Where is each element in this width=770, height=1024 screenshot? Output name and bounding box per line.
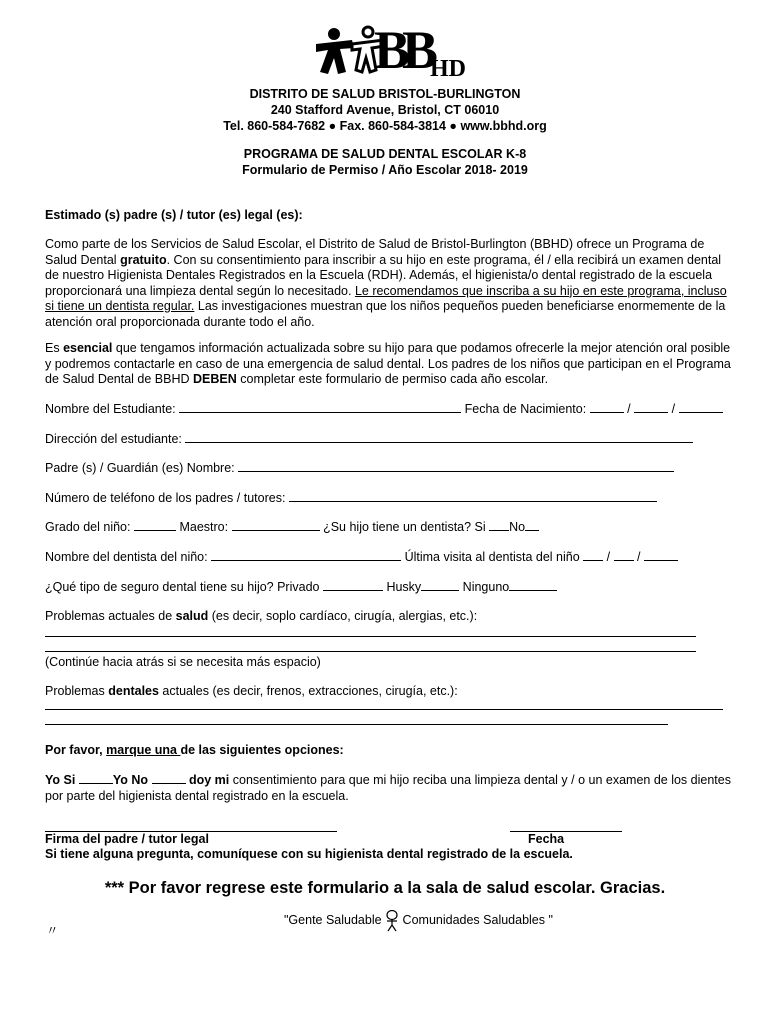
dental-problems-line-2[interactable] xyxy=(45,724,668,725)
insurance-row: ¿Qué tipo de seguro dental tiene su hijo? Privado Husky Ninguno xyxy=(45,579,735,596)
health-problems-line-2[interactable] xyxy=(45,651,696,652)
dentist-no-field[interactable] xyxy=(525,519,539,531)
grade-field[interactable] xyxy=(134,519,176,531)
insurance-none-field[interactable] xyxy=(509,579,557,591)
greeting: Estimado (s) padre (s) / tutor (es) legal (es): xyxy=(45,208,303,222)
dental-problems-label: Problemas dentales actuales (es decir, frenos, extracciones, cirugía, etc.): xyxy=(45,684,458,698)
visit-month-field[interactable] xyxy=(583,549,603,561)
consent-no-field[interactable] xyxy=(152,772,186,784)
program-title: PROGRAMA DE SALUD DENTAL ESCOLAR K-8 xyxy=(243,147,527,161)
tooth-person-icon xyxy=(385,910,399,932)
org-name: DISTRITO DE SALUD BRISTOL-BURLINGTON xyxy=(249,87,521,101)
health-problems-line-1[interactable] xyxy=(45,636,696,637)
slogan: "Gente Saludable Comunidades Saludables " xyxy=(284,910,553,932)
dental-problems-line-1[interactable] xyxy=(45,709,723,710)
dentist-yes-field[interactable] xyxy=(489,519,509,531)
health-problems-label: Problemas actuales de salud (es decir, soplo cardíaco, cirugía, alergias, etc.): xyxy=(45,609,478,623)
dentist-row: Nombre del dentista del niño: Última visita al dentista del niño / / xyxy=(45,549,735,566)
options-heading: Por favor, marque una de las siguientes opciones: xyxy=(45,743,344,757)
phone-row: Número de teléfono de los padres / tutores: xyxy=(45,490,735,507)
bbhd-logo-icon xyxy=(312,22,472,80)
consent-yes-field[interactable] xyxy=(79,772,113,784)
corner-mark: 〃 xyxy=(46,924,59,938)
bbhd-logo xyxy=(312,22,472,80)
org-address: 240 Stafford Avenue, Bristol, CT 06010 xyxy=(270,103,500,117)
continue-note: (Continúe hacia atrás si se necesita más espacio) xyxy=(45,655,321,669)
teacher-field[interactable] xyxy=(232,519,320,531)
phone-field[interactable] xyxy=(289,490,657,502)
visit-day-field[interactable] xyxy=(614,549,634,561)
intro-paragraph: Como parte de los Servicios de Salud Escolar, el Distrito de Salud de Bristol-Burlington (BBHD) ofrece un Programa de Salud Dental gratuito. Con su consentimiento para inscribir a su hijo en este programa, él / ella recibirá un examen dental de nuestro Higienista Dentales Registrados en la Escuela (RDH). Además, el higienista/o dental registrado de la escuela proporcionará una limpieza dental según lo necesitado. Le recomendamos que inscriba a su hijo en este programa, incluso si tiene un dentista regular. Las investigaciones muestran que los niños pequeños pueden beneficiarse enormemente de la atención oral proporcionada durante todo el año. xyxy=(45,237,727,329)
address-row: Dirección del estudiante: xyxy=(45,431,735,448)
dob-year-field[interactable] xyxy=(679,401,723,413)
signature-label: Firma del padre / tutor legal xyxy=(45,832,209,846)
essential-paragraph: Es esencial que tengamos información actualizada sobre su hijo para que podamos ofrecerle la mejor atención oral posible y podremos contactarle en caso de una emergencia de salud dental. Los padres de los niños que participan en el Programa de Salud Dental de BBHD DEBEN completar este formulario de permiso cada año escolar. xyxy=(45,341,731,386)
date-label: Fecha xyxy=(528,832,565,846)
return-notice: *** Por favor regrese este formulario a la sala de salud escolar. Gracias. xyxy=(104,879,666,897)
address-field[interactable] xyxy=(185,431,693,443)
insurance-husky-field[interactable] xyxy=(421,579,459,591)
svg-text:HD: HD xyxy=(430,56,466,80)
dob-month-field[interactable] xyxy=(590,401,624,413)
dentist-name-field[interactable] xyxy=(211,549,401,561)
consent-text: Yo Si Yo No doy mi consentimiento para que mi hijo reciba una limpieza dental y / o un examen de los dientes por parte del higienista dental registrado en la escuela. xyxy=(45,773,731,803)
insurance-private-field[interactable] xyxy=(323,579,383,591)
questions-note: Si tiene alguna pregunta, comuníquese con su higienista dental registrado de la escuela. xyxy=(45,847,573,861)
org-contact: Tel. 860-584-7682 ● Fax. 860-584-3814 ● www.bbhd.org xyxy=(223,119,547,133)
dob-day-field[interactable] xyxy=(634,401,668,413)
student-name-row: Nombre del Estudiante: Fecha de Nacimiento: / / xyxy=(45,401,735,418)
parent-row: Padre (s) / Guardián (es) Nombre: xyxy=(45,460,735,477)
visit-year-field[interactable] xyxy=(644,549,678,561)
svg-text:BB: BB xyxy=(374,22,431,80)
grade-row: Grado del niño: Maestro: ¿Su hijo tiene un dentista? Si No xyxy=(45,519,735,536)
form-title: Formulario de Permiso / Año Escolar 2018- 2019 xyxy=(242,163,528,177)
parent-name-field[interactable] xyxy=(238,460,674,472)
student-name-field[interactable] xyxy=(179,401,461,413)
